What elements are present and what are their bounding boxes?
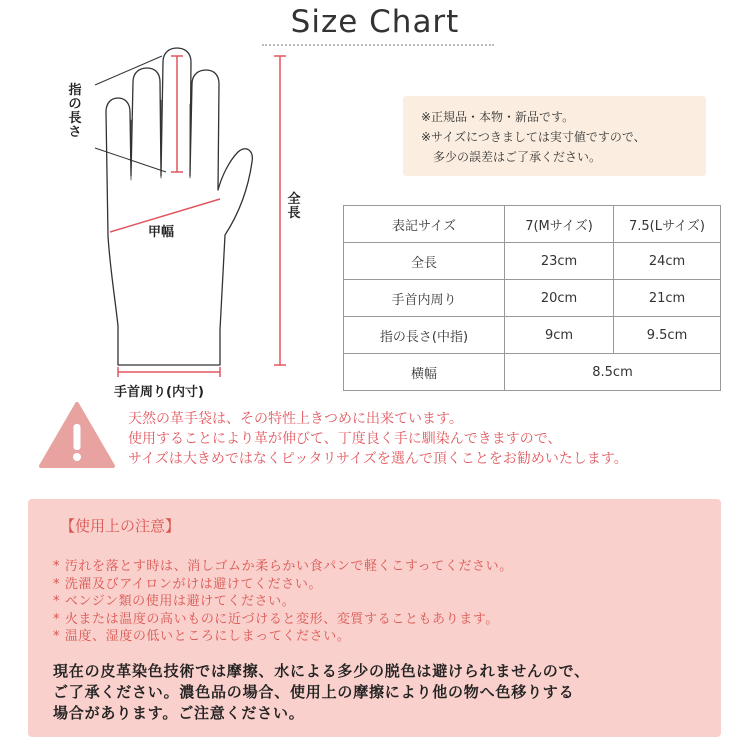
table-cell-label: 横幅: [344, 354, 505, 391]
finger-length-label: 指の長さ: [68, 83, 82, 140]
table-cell-merged: 8.5cm: [505, 354, 721, 391]
warning-triangle-icon: [38, 400, 116, 470]
warning-line: サイズは大きめではなくピッタリサイズを選んで頂くことをお勧めいたします。: [128, 451, 628, 467]
back-width-label: 甲幅: [148, 225, 175, 240]
table-header-row: [344, 206, 721, 243]
table-cell-label: 全長: [344, 243, 505, 280]
wrist-circumference-label: 手首周り(内寸): [114, 385, 204, 400]
care-item: * 汚れを落とす時は、消しゴムか柔らかい食パンで軽くこすってください。: [53, 559, 513, 574]
care-item: * ベンジン類の使用は避けてください。: [53, 594, 296, 609]
notice-line: ※サイズにつきましては実寸値ですので、: [421, 130, 646, 144]
care-instructions-panel: [28, 499, 721, 737]
table-cell: 9cm: [505, 317, 614, 354]
table-row: [344, 243, 721, 280]
glove-outline: [106, 48, 252, 365]
finger-length-guide-top: [95, 56, 162, 85]
table-cell: 21cm: [614, 280, 721, 317]
table-header-cell: 表記サイズ: [344, 206, 505, 243]
table-cell: 23cm: [505, 243, 614, 280]
care-item: * 火または温度の高いものに近づけると変形、変質することもあります。: [53, 612, 499, 627]
total-length-label: 全長: [287, 192, 301, 221]
page-title: Size Chart: [290, 4, 460, 40]
table-header-cell: 7.5(Lサイズ): [614, 206, 721, 243]
notice-line: 多少の誤差はご了承ください。: [421, 150, 602, 164]
care-footer-line: 場合があります。ご注意ください。: [53, 704, 305, 722]
care-item: * 温度、湿度の低いところにしまってください。: [53, 629, 351, 644]
table-cell: 9.5cm: [614, 317, 721, 354]
table-cell-label: 手首内周り: [344, 280, 505, 317]
table-cell: 24cm: [614, 243, 721, 280]
care-item: * 洗濯及びアイロンがけは避けてください。: [53, 577, 323, 592]
care-footer-line: ご了承ください。濃色品の場合、使用上の摩擦により他の物へ色移りする: [53, 683, 575, 701]
size-table: [343, 205, 721, 391]
table-cell-label: 指の長さ(中指): [344, 317, 505, 354]
care-heading: 【使用上の注意】: [60, 517, 181, 535]
care-footer-line: 現在の皮革染色技術では摩擦、水による多少の脱色は避けられませんので、: [53, 662, 590, 680]
table-row: [344, 354, 721, 391]
authenticity-notice: [403, 96, 706, 176]
table-header-cell: 7(Mサイズ): [505, 206, 614, 243]
table-row: [344, 280, 721, 317]
warning-line: 使用することにより革が伸びて、丁度良く手に馴染んできますので、: [128, 431, 562, 447]
notice-line: ※正規品・本物・新品です。: [421, 110, 575, 124]
table-row: [344, 317, 721, 354]
table-cell: 20cm: [505, 280, 614, 317]
warning-line: 天然の革手袋は、その特性上きつめに出来ています。: [128, 411, 463, 427]
